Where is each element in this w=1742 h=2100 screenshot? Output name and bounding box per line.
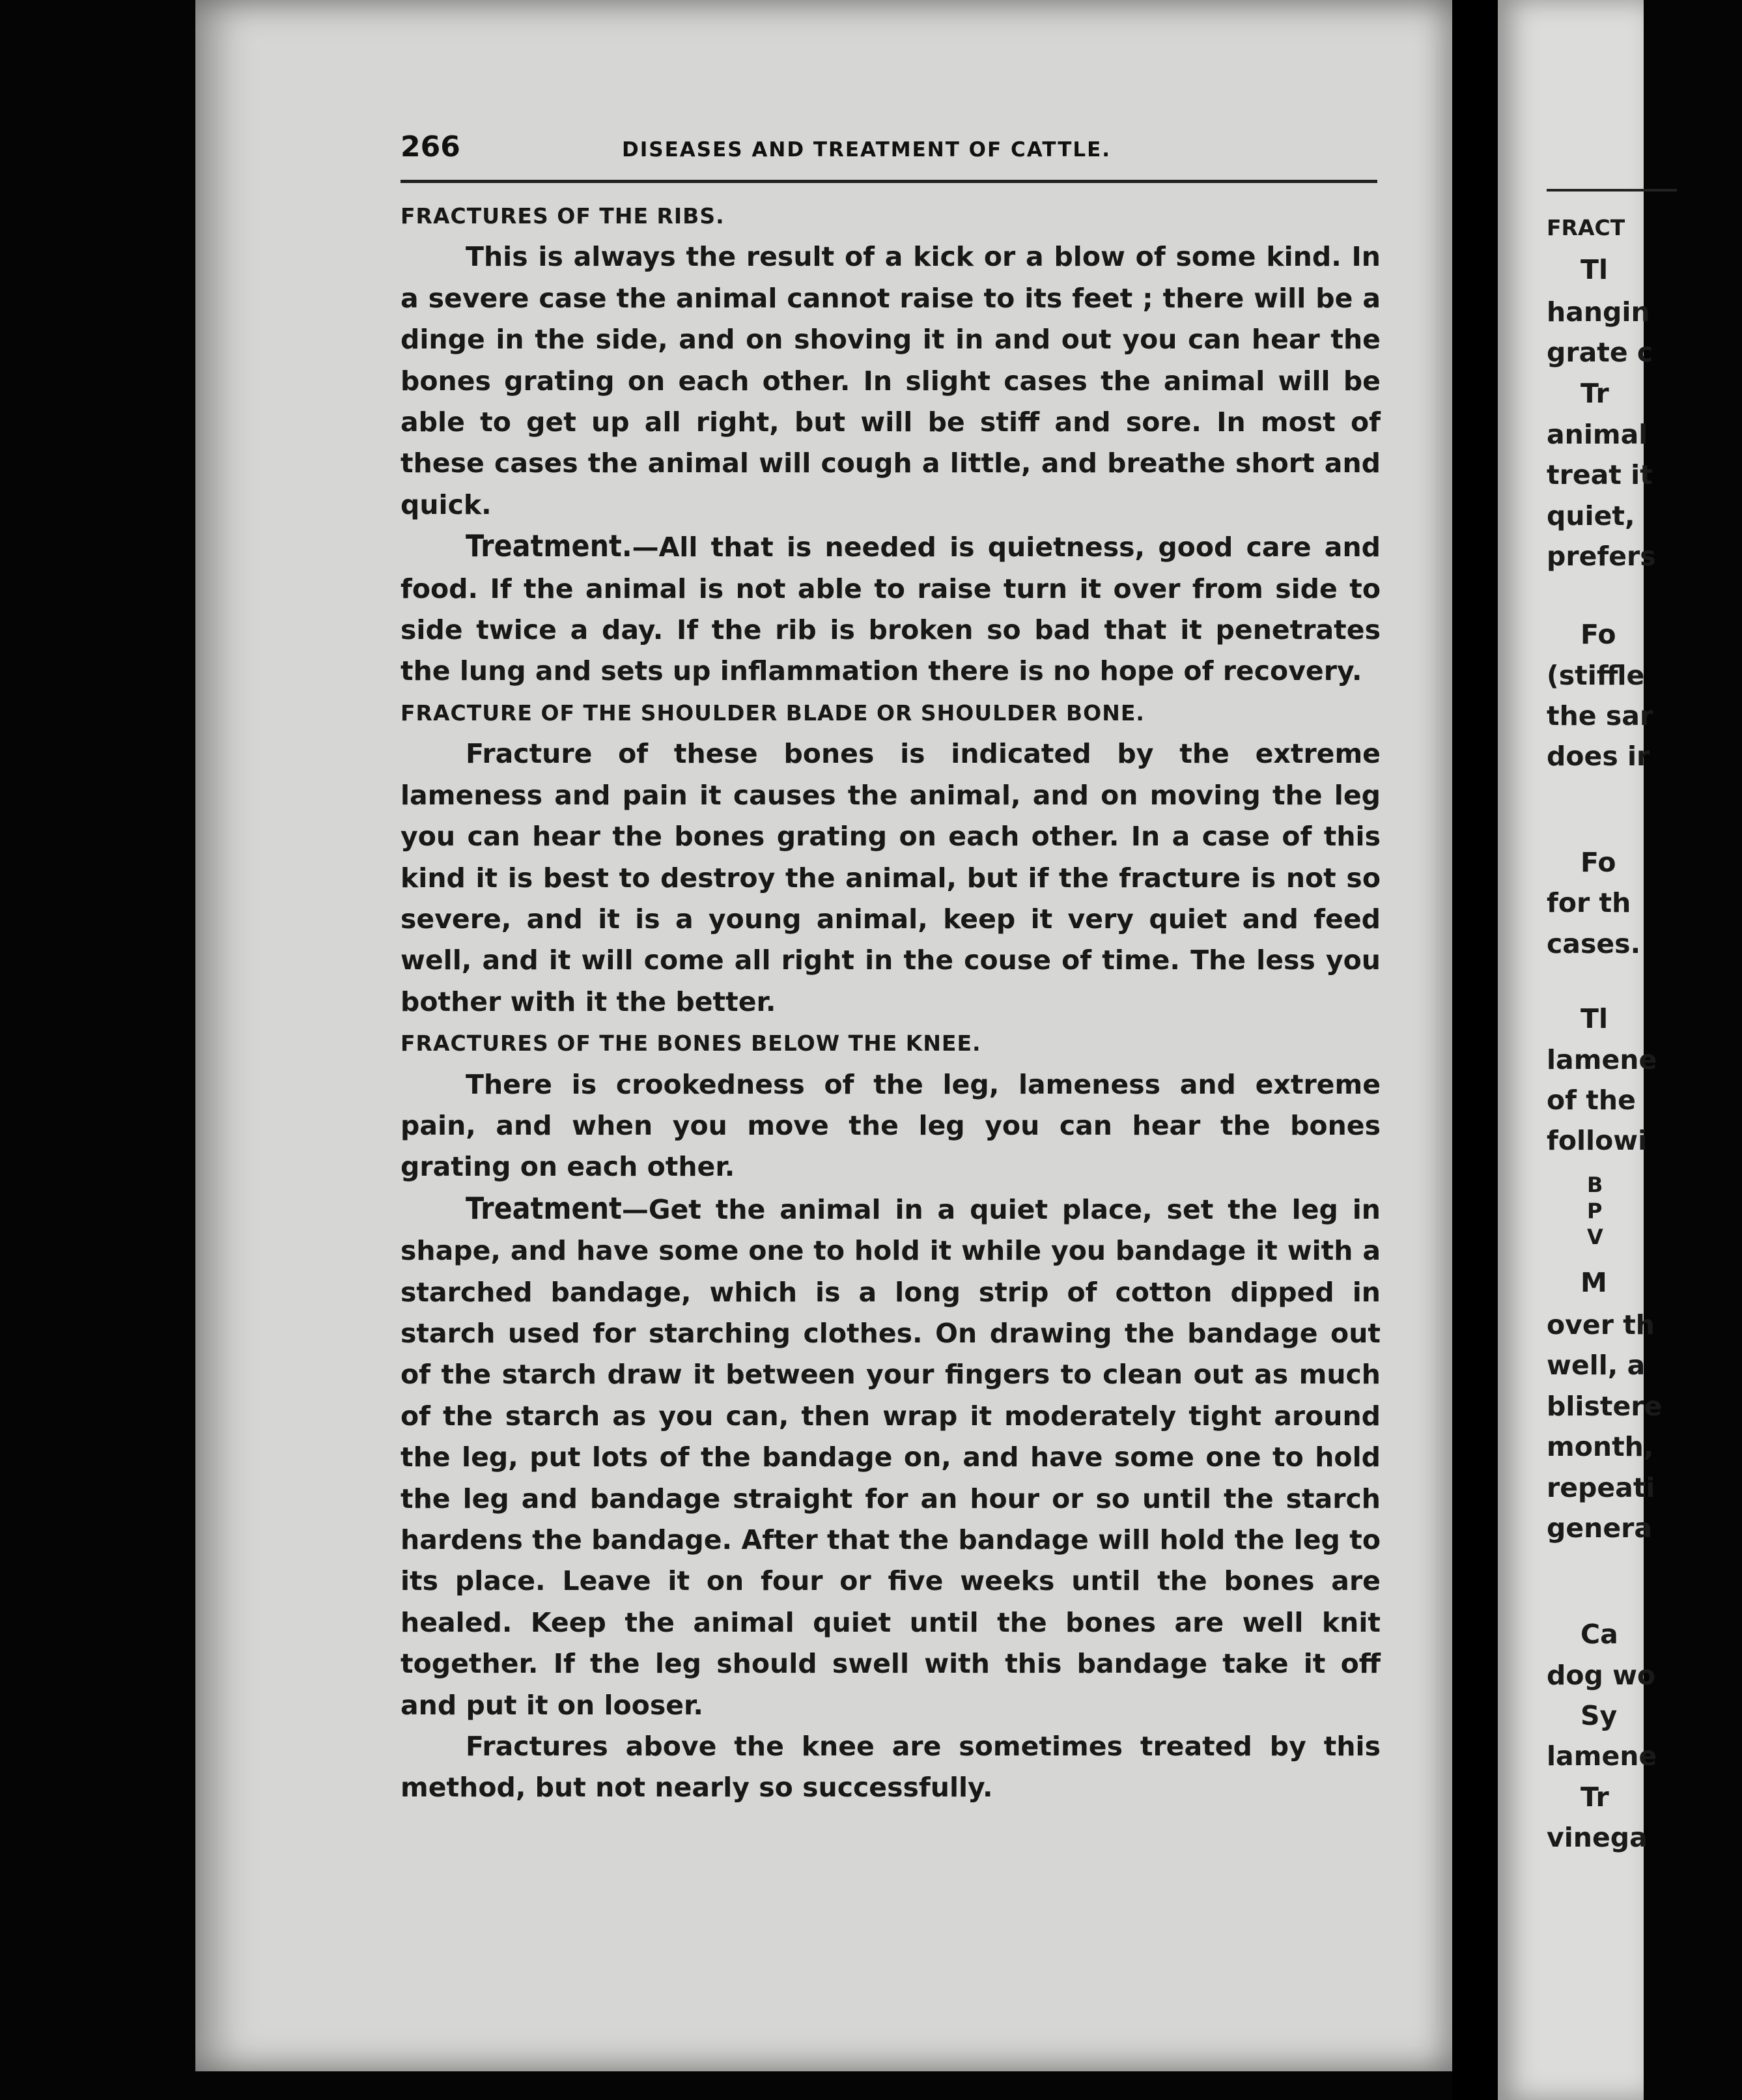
right-line: genera	[1547, 1512, 1653, 1544]
right-line: the sar	[1547, 700, 1653, 731]
right-line: Tr	[1580, 1781, 1609, 1813]
treatment-text: —Get the animal in a quiet place, set the leg in shape, and have some one to hold it while you bandage it with a starched bandage, which is a long strip of cotton dipped in starch used for starching clothes. On drawing the bandage out of the starch draw it between your fingers to clean out as much of the starch as you can, then wrap it moderately tight around the leg, put lots of the bandage on, and have some one to hold the leg and bandage straight for an hour or so until the starch hardens the bandage. After that the bandage will hold the leg to its place. Leave it on four or five weeks until the bones are healed. Keep the animal quiet until the bones are well knit together. If the leg should swell with this bandage take it off and put it on looser.	[400, 1193, 1381, 1721]
paragraph-ribs-treatment	[400, 526, 1381, 692]
treatment-text: —All that is needed is quietness, good care and food. If the animal is not able to raise turn it over from side to side twice a day. If the rib is broken so bad that it penetrates the lung and sets up inflammation there is no hope of recovery.	[400, 532, 1381, 687]
right-line: lamene	[1547, 1740, 1657, 1772]
treatment-label: Treatment	[466, 1190, 622, 1226]
right-line: does ir	[1547, 741, 1650, 772]
running-head	[400, 130, 1377, 169]
right-line: grate c	[1547, 337, 1653, 368]
section-heading-ribs: FRACTURES OF THE RIBS.	[400, 203, 725, 229]
page-number: 266	[400, 130, 460, 163]
right-line: cases.	[1547, 928, 1641, 959]
right-line: Fo	[1580, 619, 1616, 650]
right-line: Fo	[1580, 847, 1616, 878]
paragraph-knee-treatment	[400, 1188, 1381, 1726]
right-line: animal	[1547, 419, 1648, 450]
right-header-rule	[1547, 189, 1677, 192]
right-line: month,	[1547, 1431, 1654, 1462]
right-line: vinega	[1547, 1822, 1648, 1853]
page-body	[400, 195, 1381, 1809]
right-line: prefers	[1547, 541, 1656, 572]
right-line: repeati	[1547, 1472, 1655, 1503]
right-line: for th	[1547, 887, 1631, 918]
right-line: dog wo	[1547, 1660, 1656, 1691]
right-line: followi	[1547, 1125, 1648, 1156]
right-line: Tr	[1580, 378, 1609, 409]
right-line: treat it	[1547, 459, 1653, 490]
paragraph-ribs: This is always the result of a kick or a blow of some kind. In a severe case the animal cannot raise to its feet ; there will be a dinge in the side, and on shoving it in and out you can hear the bones grating on each other. In slight cases the animal will be able to get up all right, but will be stiff and sore. In most of these cases the animal will cough a little, and breathe short and quick.	[400, 241, 1381, 520]
right-line: lamene	[1547, 1044, 1657, 1075]
book-gutter	[1452, 0, 1498, 2100]
right-line: Tl	[1580, 1003, 1609, 1034]
right-line: FRACT	[1547, 215, 1625, 240]
paragraph-closing: Fractures above the knee are sometimes treated by this method, but not nearly so successfully.	[400, 1731, 1381, 1804]
right-line: P	[1587, 1199, 1603, 1223]
right-line: V	[1587, 1225, 1603, 1249]
right-line: quiet,	[1547, 500, 1635, 532]
section-heading-knee: FRACTURES OF THE BONES BELOW THE KNEE.	[400, 1030, 981, 1057]
right-line: B	[1587, 1172, 1603, 1197]
right-line: Sy	[1580, 1700, 1618, 1731]
treatment-label: Treatment.	[466, 528, 632, 564]
paragraph-shoulder: Fracture of these bones is indicated by the extreme lameness and pain it causes the animal, and on moving the leg you can hear the bones grating on each other. In a case of this kind it is best to destroy the animal, but if the fracture is not so severe, and it is a young animal, keep it very quiet and feed well, and it will come all right in the couse of time. The less you bother with it the better.	[400, 738, 1381, 1017]
right-line: Ca	[1580, 1619, 1618, 1650]
right-line: over th	[1547, 1309, 1655, 1341]
paragraph-knee: There is crookedness of the leg, lameness and extreme pain, and when you move the leg you can hear the bones grating on each other.	[400, 1068, 1381, 1183]
right-line: well, a	[1547, 1350, 1646, 1381]
right-line: of the	[1547, 1085, 1636, 1116]
right-line: Tl	[1580, 254, 1609, 285]
right-line: M	[1580, 1267, 1607, 1298]
header-rule	[400, 180, 1377, 183]
running-title: DISEASES AND TREATMENT OF CATTLE.	[622, 138, 1112, 162]
right-line: (stiffle	[1547, 660, 1645, 691]
right-line: blistere	[1547, 1391, 1663, 1422]
section-heading-shoulder: FRACTURE OF THE SHOULDER BLADE OR SHOULDER BONE.	[400, 700, 1145, 726]
right-line: hangin	[1547, 296, 1650, 328]
right-page-fragment	[1498, 0, 1663, 2100]
